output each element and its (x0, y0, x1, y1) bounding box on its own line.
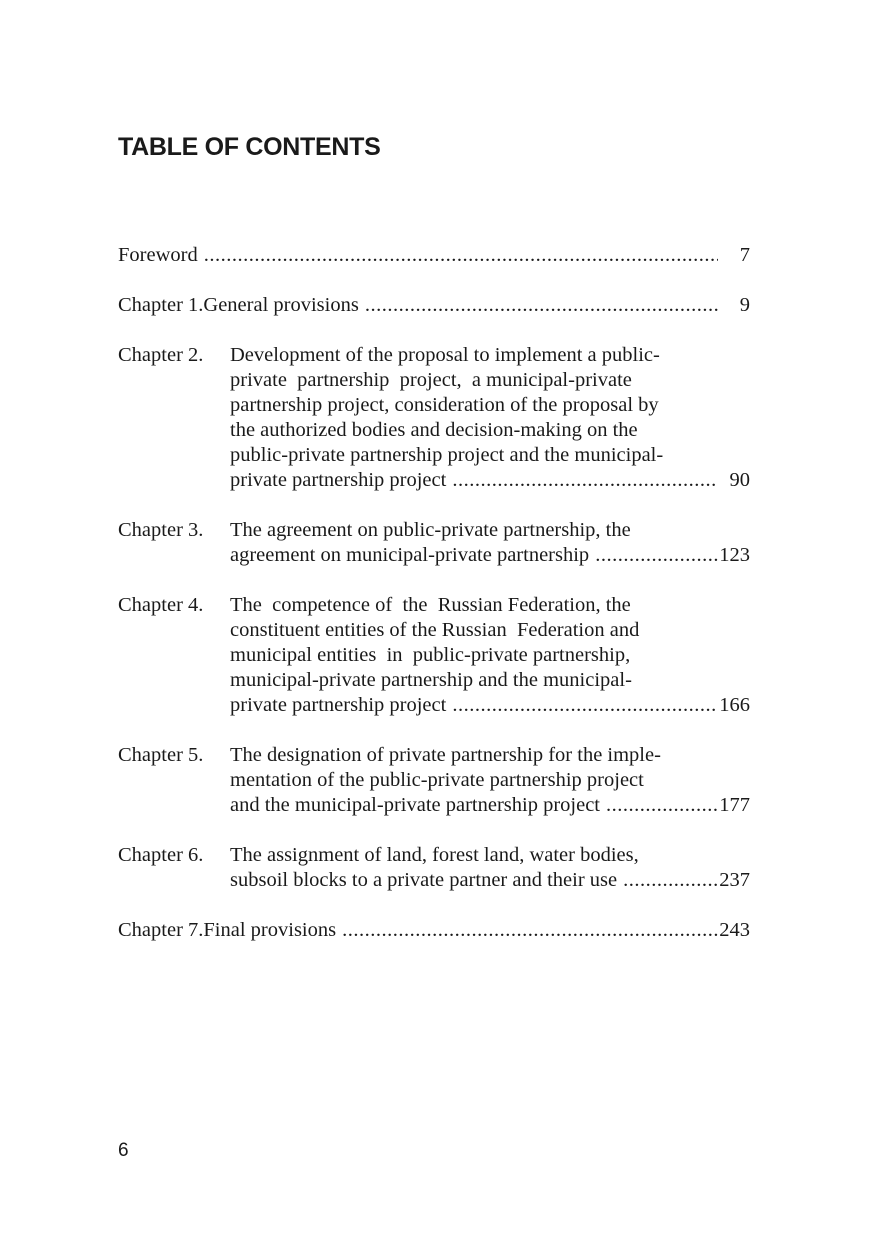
chapter-number: Chapter 3. (118, 519, 204, 541)
toc-entry-title-line: private partnership project, a municipal-private (230, 369, 632, 391)
page-title: TABLE OF CONTENTS (118, 133, 381, 161)
dot-leader (446, 693, 718, 718)
chapter-number: Chapter 1. (118, 294, 204, 316)
toc-page-number: 166 (719, 694, 750, 716)
toc-entry-title: Foreword (118, 244, 198, 266)
toc-entry-title-line: Development of the proposal to implement a public- (230, 344, 660, 366)
page-number: 6 (118, 1140, 129, 1161)
dot-leader (359, 293, 718, 318)
toc-entry-chapter-2[interactable] (118, 343, 750, 493)
toc-entry-title-line: municipal entities in public-private partnership, (230, 644, 631, 666)
toc-page-number: 243 (719, 919, 750, 941)
dot-leader (446, 468, 718, 493)
toc-entry-title-line: subsoil blocks to a private partner and their use (230, 869, 618, 891)
toc-entry-title-line: municipal-private partnership and the municipal- (230, 669, 632, 691)
dot-leader (336, 918, 718, 943)
chapter-number: Chapter 2. (118, 344, 204, 366)
toc-entry-title-line: private partnership project (230, 469, 447, 491)
toc-entry-title-line: mentation of the public-private partnership project (230, 769, 644, 791)
toc-entry-chapter-4[interactable] (118, 593, 750, 718)
toc-page-number: 123 (719, 544, 750, 566)
toc-entry-title-line: The assignment of land, forest land, water bodies, (230, 844, 639, 866)
table-of-contents (118, 243, 750, 968)
toc-entry-chapter-6[interactable] (118, 843, 750, 893)
toc-entry-title-line: constituent entities of the Russian Federation and (230, 619, 640, 641)
toc-entry-chapter-5[interactable] (118, 743, 750, 818)
dot-leader (617, 868, 718, 893)
dot-leader (589, 543, 718, 568)
chapter-number: Chapter 4. (118, 594, 204, 616)
chapter-number: Chapter 7. (118, 919, 204, 941)
toc-page-number: 237 (719, 869, 750, 891)
toc-entry-foreword[interactable] (118, 243, 750, 268)
toc-entry-title-line: agreement on municipal-private partnership (230, 544, 590, 566)
toc-entry-title-line: partnership project, consideration of the proposal by (230, 394, 659, 416)
toc-entry-chapter-3[interactable] (118, 518, 750, 568)
toc-entry-title: General provisions (203, 294, 359, 316)
toc-page-number: 9 (739, 294, 750, 316)
dot-leader (600, 793, 718, 818)
toc-entry-title-line: and the municipal-private partnership project (230, 794, 601, 816)
toc-page-number: 177 (719, 794, 750, 816)
toc-entry-title-line: The agreement on public-private partnership, the (230, 519, 631, 541)
toc-entry-title-line: The designation of private partnership for the imple- (230, 744, 661, 766)
toc-entry-title-line: public-private partnership project and the municipal- (230, 444, 664, 466)
toc-entry-title-line: the authorized bodies and decision-making on the (230, 419, 638, 441)
chapter-number: Chapter 6. (118, 844, 204, 866)
toc-entry-title-line: private partnership project (230, 694, 447, 716)
toc-entry-chapter-7[interactable] (118, 918, 750, 943)
toc-entry-title: Final provisions (203, 919, 337, 941)
toc-entry-chapter-1[interactable] (118, 293, 750, 318)
dot-leader (198, 243, 718, 268)
chapter-number: Chapter 5. (118, 744, 204, 766)
toc-entry-title-line: The competence of the Russian Federation, the (230, 594, 631, 616)
toc-page-number: 90 (729, 469, 750, 491)
toc-page-number: 7 (739, 244, 750, 266)
